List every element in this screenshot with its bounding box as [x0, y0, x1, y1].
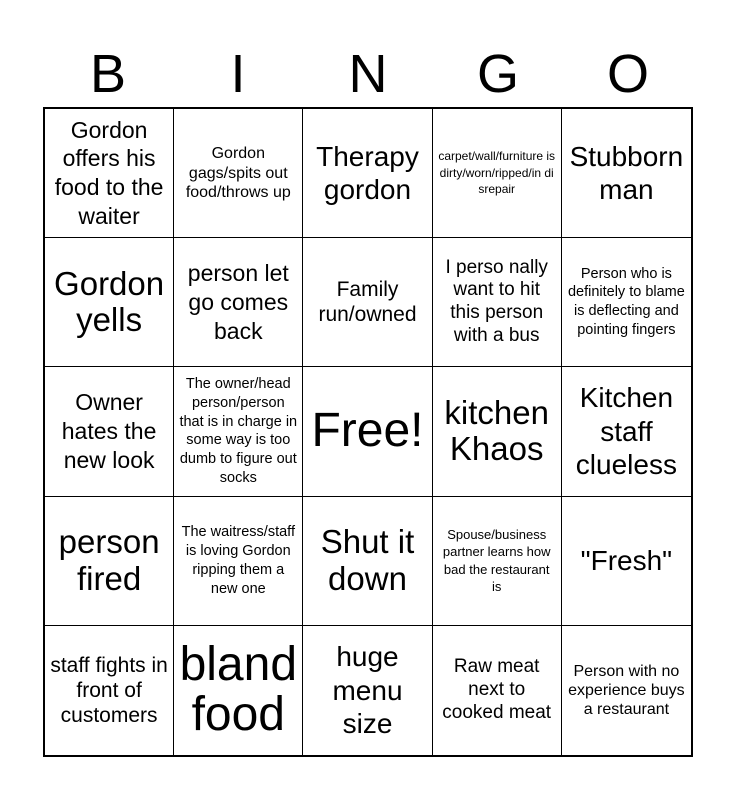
bingo-header — [43, 40, 693, 108]
bingo-cell[interactable] — [303, 497, 432, 626]
bingo-cell[interactable] — [562, 497, 691, 626]
cell-text: staff fights in front of customers — [50, 653, 168, 727]
bingo-cell[interactable] — [45, 109, 174, 238]
header-letter-n: N — [348, 44, 388, 104]
bingo-cell[interactable] — [303, 238, 432, 367]
cell-text: huge menu size — [332, 641, 403, 740]
bingo-cell[interactable] — [45, 238, 174, 367]
bingo-cell[interactable] — [562, 238, 691, 367]
cell-text: Owner hates the new look — [61, 389, 157, 473]
bingo-board — [43, 107, 693, 757]
bingo-cell[interactable] — [433, 367, 562, 496]
cell-text: Shut it down — [320, 523, 415, 597]
cell-text: The owner/head person/person that is in charge in some way is too dumb to figure out socks — [179, 375, 298, 487]
cell-text: Person with no experience buys a restaurant — [568, 662, 685, 718]
cell-text: Gordon offers his food to the waiter — [54, 116, 164, 229]
bingo-cell[interactable] — [562, 109, 691, 238]
cell-text: "Fresh" — [580, 544, 673, 576]
bingo-cell[interactable] — [562, 626, 691, 755]
cell-text: Stubborn man — [569, 140, 684, 206]
cell-text: Raw meat next to cooked meat — [442, 656, 552, 723]
cell-text: The waitress/staff is loving Gordon ripping them a new one — [181, 524, 295, 597]
header-letter-b: B — [89, 44, 127, 104]
cell-text: Gordon yells — [54, 264, 165, 339]
cell-text: person let go comes back — [187, 260, 289, 344]
bingo-cell[interactable] — [174, 238, 303, 367]
cell-text: Person who is definitely to blame is deflecting and pointing fingers — [567, 265, 685, 339]
bingo-cell[interactable] — [433, 497, 562, 626]
bingo-cell[interactable] — [174, 109, 303, 238]
cell-text: carpet/wall/furniture is dirty/worn/ripped/in disrepair — [438, 148, 556, 197]
bingo-cell[interactable] — [303, 109, 432, 238]
header-letter-o: O — [606, 44, 649, 104]
bingo-cell[interactable] — [45, 497, 174, 626]
bingo-cell[interactable] — [433, 238, 562, 367]
cell-text: kitchen Khaos — [444, 394, 549, 468]
cell-text: Spouse/business partner learns how bad the restaurant is — [442, 526, 551, 595]
cell-text: Gordon gags/spits out food/throws up — [185, 145, 291, 201]
bingo-cell[interactable] — [45, 367, 174, 496]
bingo-cell[interactable] — [433, 626, 562, 755]
bingo-cell[interactable] — [174, 497, 303, 626]
cell-text: Free! — [311, 404, 424, 458]
cell-text: Kitchen staff clueless — [575, 382, 677, 481]
bingo-cell free-space[interactable] — [303, 367, 432, 496]
header-letter-g: G — [476, 44, 519, 104]
cell-text: Therapy gordon — [316, 140, 419, 206]
cell-text: bland food — [179, 638, 298, 742]
cell-text: person fired — [58, 523, 160, 597]
header-letter-i: I — [230, 44, 246, 104]
cell-text: Family run/owned — [318, 278, 417, 327]
bingo-cell[interactable] — [174, 367, 303, 496]
bingo-cell[interactable] — [174, 626, 303, 755]
bingo-cell[interactable] — [433, 109, 562, 238]
cell-text: I perso nally want to hit this person with a bus — [445, 256, 548, 347]
bingo-cell[interactable] — [303, 626, 432, 755]
bingo-cell[interactable] — [45, 626, 174, 755]
bingo-cell[interactable] — [562, 367, 691, 496]
